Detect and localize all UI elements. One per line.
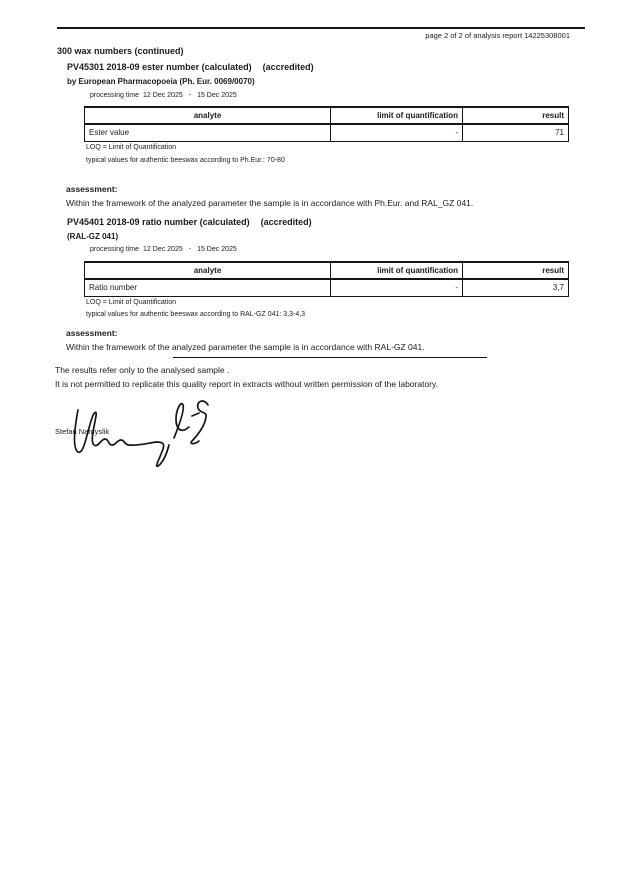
section-heading [67, 217, 312, 227]
signer-name: Stefan Namyslik [55, 427, 110, 436]
processing-time-label: processing time [90, 246, 140, 253]
date-separator: - [188, 246, 192, 253]
method-reference: by European Pharmacopoeia (Ph. Eur. 0069/0070) [67, 77, 255, 86]
typical-values-note: typical values for authentic beeswax according to RAL-GZ 041: 3,3-4,3 [86, 311, 306, 318]
analyte-cell: Ester value [89, 128, 130, 138]
method-reference: (RAL-GZ 041) [67, 232, 119, 241]
assessment-text: Within the framework of the analyzed parameter the sample is in accordance with Ph.Eur. and RAL_GZ 041. [66, 198, 474, 208]
result-cell: 3,7 [463, 279, 569, 296]
processing-start-date: 12 Dec 2025 [143, 246, 183, 253]
document-title: 300 wax numbers (continued) [57, 46, 184, 56]
loq-cell: - [331, 279, 463, 296]
section-heading [67, 62, 314, 72]
column-header-loq: limit of quantification [331, 262, 463, 279]
table-row [85, 124, 569, 141]
assessment-label: assessment: [66, 328, 118, 338]
results-table [84, 106, 569, 142]
column-header-result: result [463, 107, 569, 124]
loq-definition-note: LOQ = Limit of Quantification [86, 144, 177, 151]
analyte-cell: Ratio number [89, 283, 138, 293]
table-header-row [85, 262, 569, 279]
column-header-loq: limit of quantification [331, 107, 463, 124]
results-table [84, 261, 569, 297]
assessment-label: assessment: [66, 184, 118, 194]
assessment-text: Within the framework of the analyzed parameter the sample is in accordance with RAL-GZ 041. [66, 342, 425, 352]
loq-cell: - [331, 124, 463, 141]
processing-start-date: 12 Dec 2025 [143, 92, 183, 99]
table-header-row [85, 107, 569, 124]
footer-rule [173, 357, 487, 358]
accredited-label: (accredited) [260, 217, 312, 227]
header-rule [57, 27, 585, 29]
disclaimer-line-1: The results refer only to the analysed sample . [55, 365, 230, 375]
table-row [85, 279, 569, 296]
method-id: PV45301 2018-09 ester number (calculated) [67, 62, 252, 72]
processing-time [90, 92, 237, 99]
processing-time [90, 246, 237, 253]
accredited-label: (accredited) [262, 62, 314, 72]
processing-end-date: 15 Dec 2025 [197, 92, 237, 99]
typical-values-note: typical values for authentic beeswax according to Ph.Eur.: 70-80 [86, 157, 285, 164]
processing-time-label: processing time [90, 92, 140, 99]
signature-scribble [68, 398, 213, 472]
processing-end-date: 15 Dec 2025 [197, 246, 237, 253]
result-cell: 71 [463, 124, 569, 141]
disclaimer-line-2: It is not permitted to replicate this quality report in extracts without written permission of the laboratory. [55, 379, 438, 389]
column-header-result: result [463, 262, 569, 279]
date-separator: - [188, 92, 192, 99]
loq-definition-note: LOQ = Limit of Quantification [86, 299, 177, 306]
column-header-analyte: analyte [193, 111, 222, 120]
page-header-note: page 2 of 2 of analysis report 14225308001 [425, 31, 570, 40]
method-id: PV45401 2018-09 ratio number (calculated) [67, 217, 250, 227]
column-header-analyte: analyte [193, 266, 222, 275]
